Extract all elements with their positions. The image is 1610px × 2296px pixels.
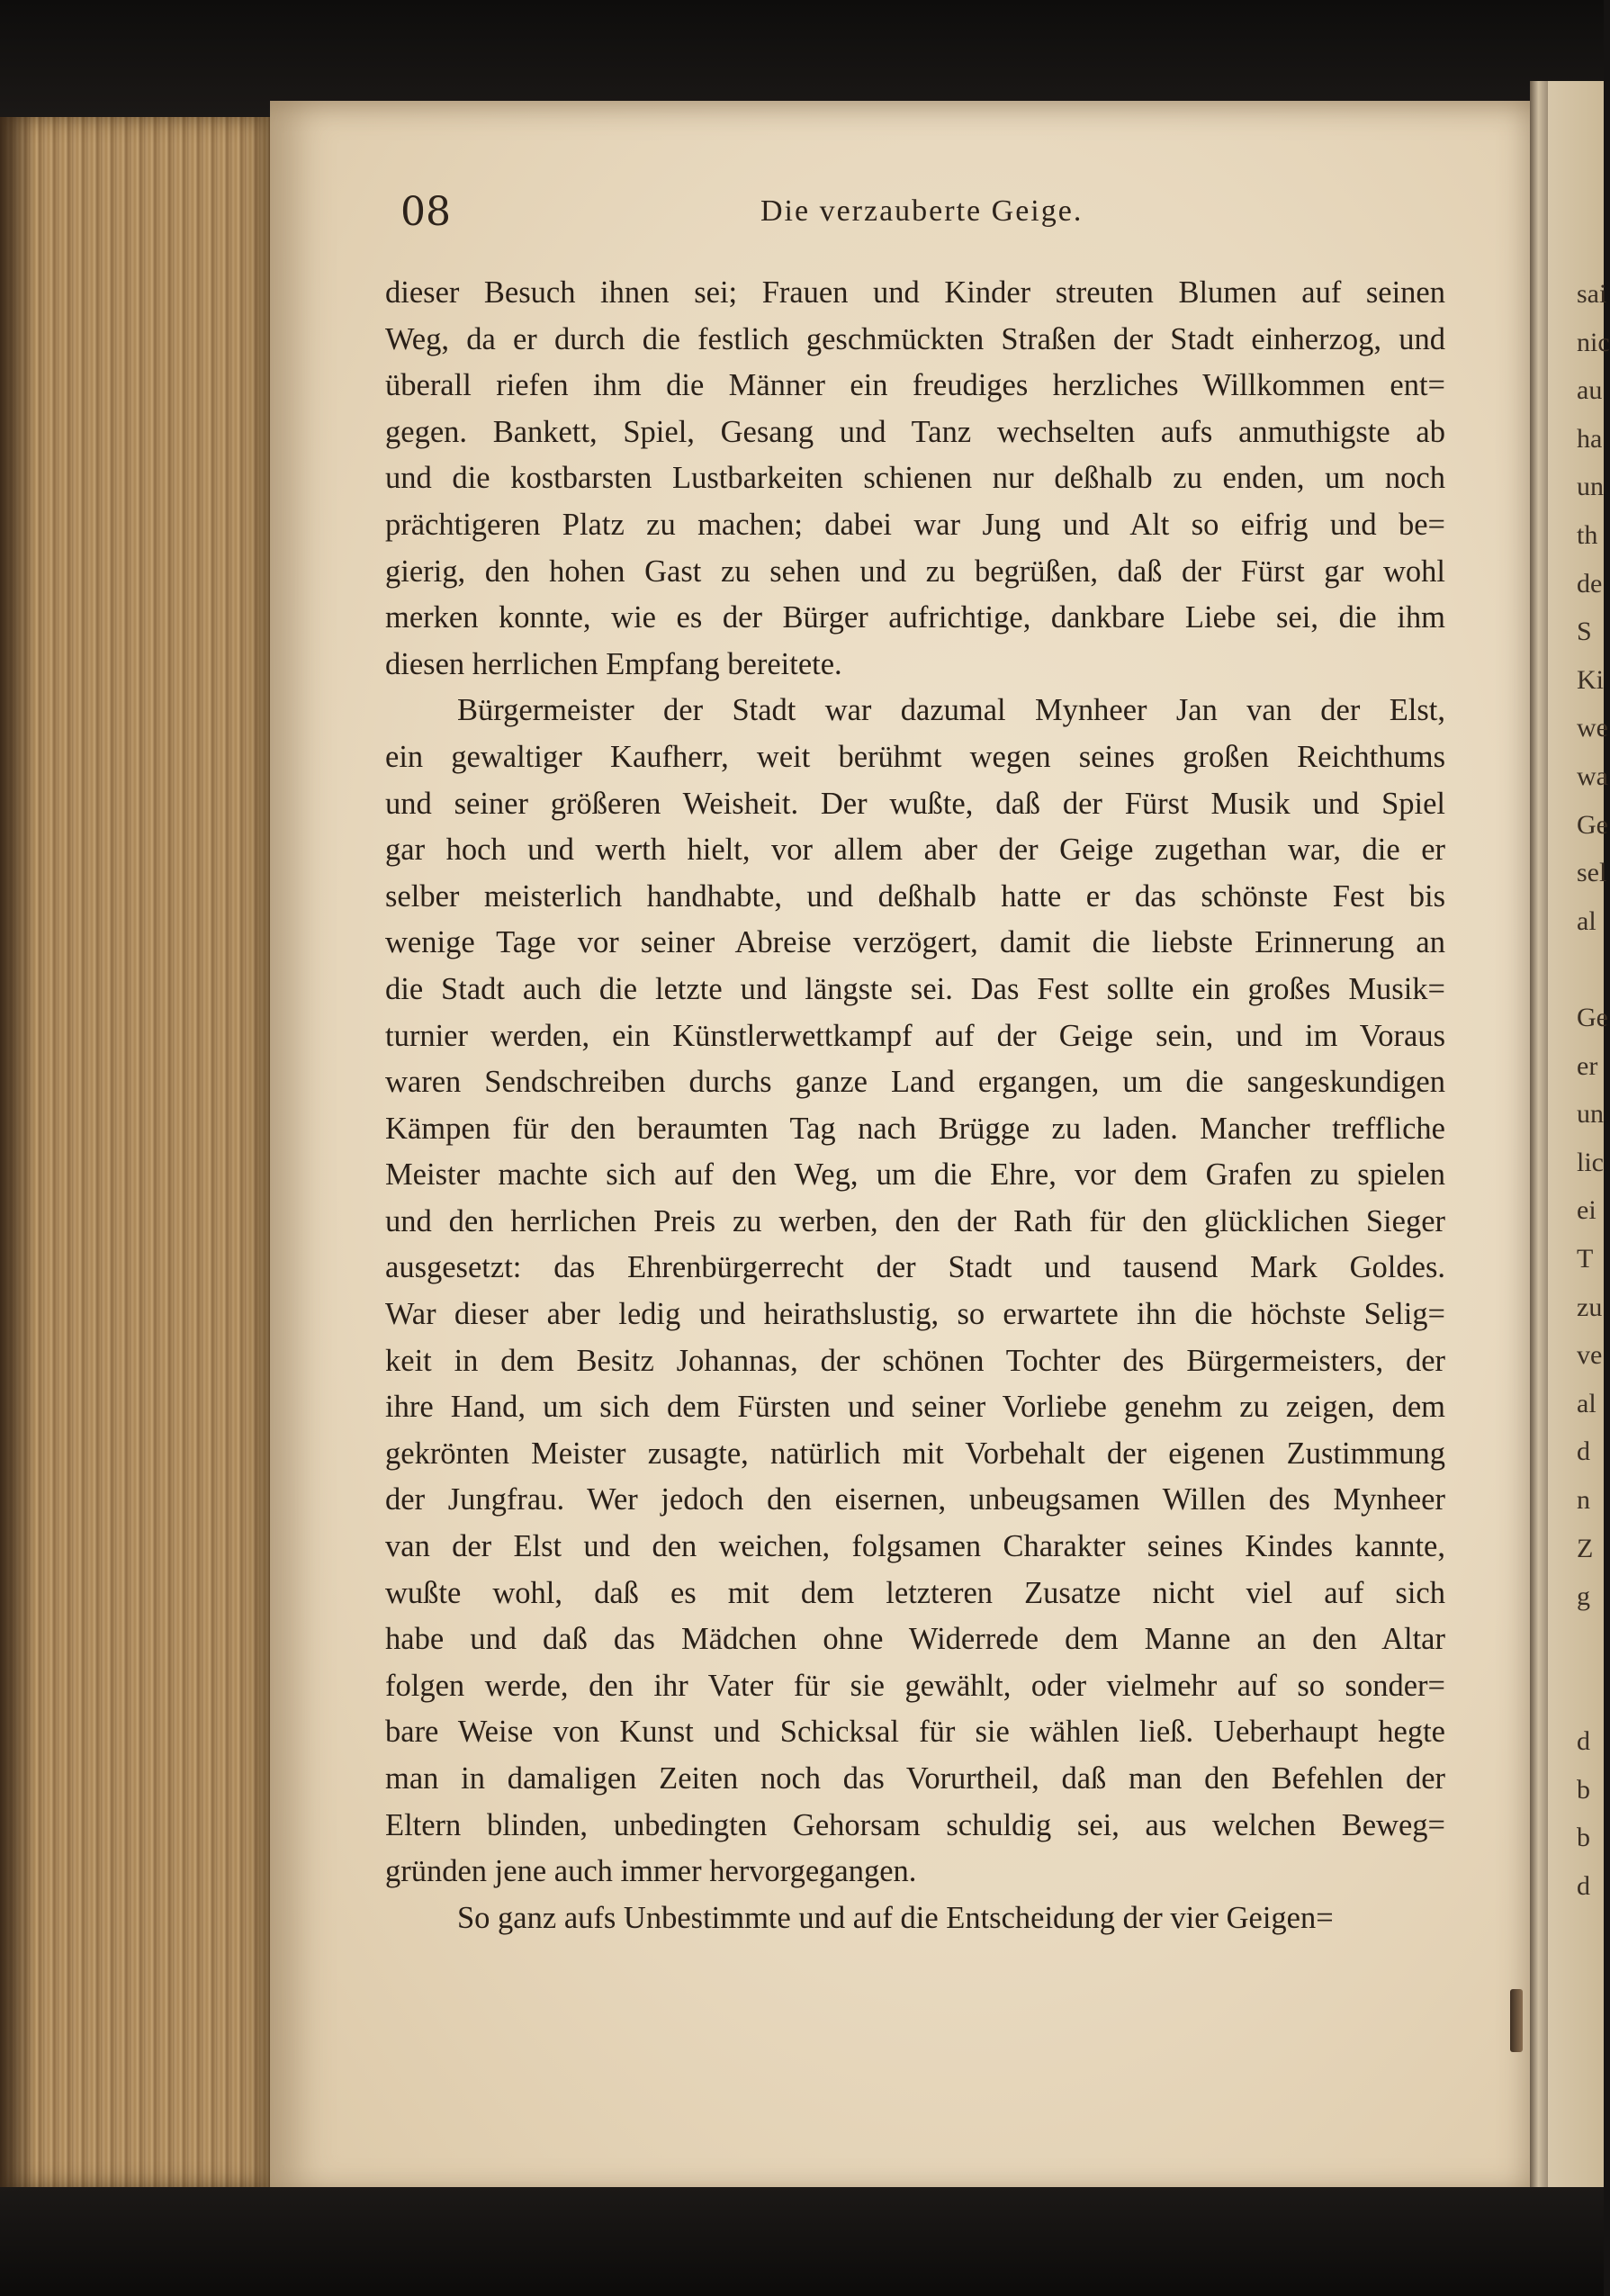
facing-page-fragment: b xyxy=(1577,1823,1590,1853)
facing-page-fragment: Ki xyxy=(1577,664,1604,695)
facing-page-fragment: ha xyxy=(1577,423,1603,454)
text-line: van der Elst und den weichen, folgsamen Charakter seines Kindes kannte, xyxy=(385,1529,1445,1564)
text-line: dieser Besuch ihnen sei; Frauen und Kinder streuten Blumen auf seinen xyxy=(385,275,1445,310)
text-line: Meister machte sich auf den Weg, um die Ehre, vor dem Grafen zu spielen xyxy=(385,1157,1445,1193)
text-line: Bürgermeister der Stadt war dazumal Mynheer Jan van der Elst, xyxy=(457,693,1445,728)
facing-page-fragment: sel xyxy=(1577,858,1607,888)
text-line: überall riefen ihm die Männer ein freudiges herzliches Willkommen ent= xyxy=(385,368,1445,403)
facing-page-fragment: d xyxy=(1577,1726,1590,1756)
text-line: So ganz aufs Unbestimmte und auf die Entscheidung der vier Geigen= xyxy=(457,1900,1334,1935)
text-line: Weg, da er durch die festlich geschmückten Straßen der Stadt einherzog, und xyxy=(385,321,1445,356)
text-line: und die kostbarsten Lustbarkeiten schienen nur deßhalb zu enden, um noch xyxy=(385,461,1445,496)
facing-page-fragment: ve xyxy=(1577,1340,1603,1371)
facing-page-fragment: sai xyxy=(1577,279,1607,309)
text-line: ein gewaltiger Kaufherr, weit berühmt wegen seines großen Reichthums xyxy=(385,739,1445,774)
facing-page-fragment: T xyxy=(1577,1244,1594,1274)
facing-page-fragment: lic xyxy=(1577,1147,1604,1177)
facing-page-fragment: b xyxy=(1577,1774,1590,1805)
facing-page-fragment: Ge xyxy=(1577,809,1608,840)
facing-page-fragment: un xyxy=(1577,1099,1604,1130)
text-line: Kämpen für den beraumten Tag nach Brügge zu laden. Mancher treffliche xyxy=(385,1111,1445,1146)
facing-page-fragment: un xyxy=(1577,472,1604,502)
facing-page-fragment: Ge xyxy=(1577,1003,1608,1032)
facing-page-fragment: we xyxy=(1577,713,1608,743)
facing-page-fragment: d xyxy=(1577,1870,1590,1901)
text-line: folgen werde, den ihr Vater für sie gewählt, oder vielmehr auf so sonder= xyxy=(385,1668,1445,1703)
text-line: und den herrlichen Preis zu werben, den der Rath für den glücklichen Sieger xyxy=(385,1203,1445,1238)
text-line: habe und daß das Mädchen ohne Widerrede dem Manne an den Altar xyxy=(385,1622,1445,1657)
text-line: und seiner größeren Weisheit. Der wußte, daß der Fürst Musik und Spiel xyxy=(385,786,1445,821)
text-line: selber meisterlich handhabte, und deßhalb hatte er das schönste Fest bis xyxy=(385,878,1445,914)
text-line: man in damaligen Zeiten noch das Vorurtheil, daß man den Befehlen der xyxy=(385,1761,1445,1796)
text-line: diesen herrlichen Empfang bereitete. xyxy=(385,646,842,681)
book-bottom-shadow xyxy=(0,2187,1604,2296)
facing-page-fragment: th xyxy=(1577,520,1598,550)
facing-page-fragment: Z xyxy=(1577,1533,1594,1563)
text-line: wenige Tage vor seiner Abreise verzögert, damit die liebste Erinnerung an xyxy=(385,925,1445,960)
facing-page-fragment: de xyxy=(1577,568,1603,599)
facing-page-fragment: g xyxy=(1577,1581,1590,1612)
text-line: gierig, den hohen Gast zu sehen und zu begrüßen, daß der Fürst gar wohl xyxy=(385,554,1445,589)
text-line: prächtigeren Platz zu machen; dabei war Jung und Alt so eifrig und be= xyxy=(385,507,1445,542)
facing-page-fragment: ei xyxy=(1577,1195,1597,1226)
text-line: gar hoch und werth hielt, vor allem aber der Geige zugethan war, die er xyxy=(385,833,1445,868)
text-line: der Jungfrau. Wer jedoch den eisernen, unbeugsamen Willen des Mynheer xyxy=(385,1482,1445,1517)
facing-page-fragment: au xyxy=(1577,375,1603,406)
body-text xyxy=(385,270,1445,1941)
text-line: gegen. Bankett, Spiel, Gesang und Tanz wechselten aufs anmuthigste ab xyxy=(385,414,1445,449)
text-line: turnier werden, ein Künstlerwettkampf auf der Geige sein, und im Voraus xyxy=(385,1018,1445,1053)
left-page-edges xyxy=(0,117,279,2187)
facing-page-fragment: er xyxy=(1577,1050,1598,1081)
text-line: gründen jene auch immer hervorgegangen. xyxy=(385,1854,917,1889)
text-line: bare Weise von Kunst und Schicksal für sie wählen ließ. Ueberhaupt hegte xyxy=(385,1715,1445,1750)
facing-page-fragment: d xyxy=(1577,1436,1590,1467)
text-line: Eltern blinden, unbedingten Gehorsam schuldig sei, aus welchen Beweg= xyxy=(385,1807,1445,1842)
facing-page-fragment: zu xyxy=(1577,1292,1603,1322)
facing-page-fragment: al xyxy=(1577,1388,1597,1418)
facing-page-fragment: al xyxy=(1577,905,1597,936)
facing-page-fragment: S xyxy=(1577,617,1592,647)
facing-page-fragment: wa xyxy=(1577,761,1608,791)
text-line: wußte wohl, daß es mit dem letzteren Zusatze nicht viel auf sich xyxy=(385,1575,1445,1610)
page-number: 08 xyxy=(400,189,451,235)
text-line: War dieser aber ledig und heirathslustig, so erwartete ihn die höchste Selig= xyxy=(385,1297,1445,1332)
running-title: Die verzauberte Geige. xyxy=(760,194,1084,228)
text-line: ihre Hand, um sich dem Fürsten und seiner Vorliebe genehm zu zeigen, dem xyxy=(385,1390,1445,1425)
text-line: gekrönten Meister zusagte, natürlich mit Vorbehalt der eigenen Zustimmung xyxy=(385,1436,1445,1471)
text-line: waren Sendschreiben durchs ganze Land ergangen, um die sangeskundigen xyxy=(385,1065,1445,1100)
text-line: ausgesetzt: das Ehrenbürgerrecht der Stadt und tausend Mark Goldes. xyxy=(385,1250,1445,1285)
text-line: keit in dem Besitz Johannas, der schönen Tochter des Bürgermeisters, der xyxy=(385,1343,1445,1378)
page-header xyxy=(400,189,1444,243)
facing-page-fragment: n xyxy=(1577,1485,1590,1515)
facing-page-fragment: nic xyxy=(1577,327,1610,357)
bookmark-ribbon xyxy=(1510,1989,1523,2052)
text-line: die Stadt auch die letzte und längste sei. Das Fest sollte ein großes Musik= xyxy=(385,971,1445,1006)
text-line: merken konnte, wie es der Bürger aufrichtige, dankbare Liebe sei, die ihm xyxy=(385,600,1445,635)
